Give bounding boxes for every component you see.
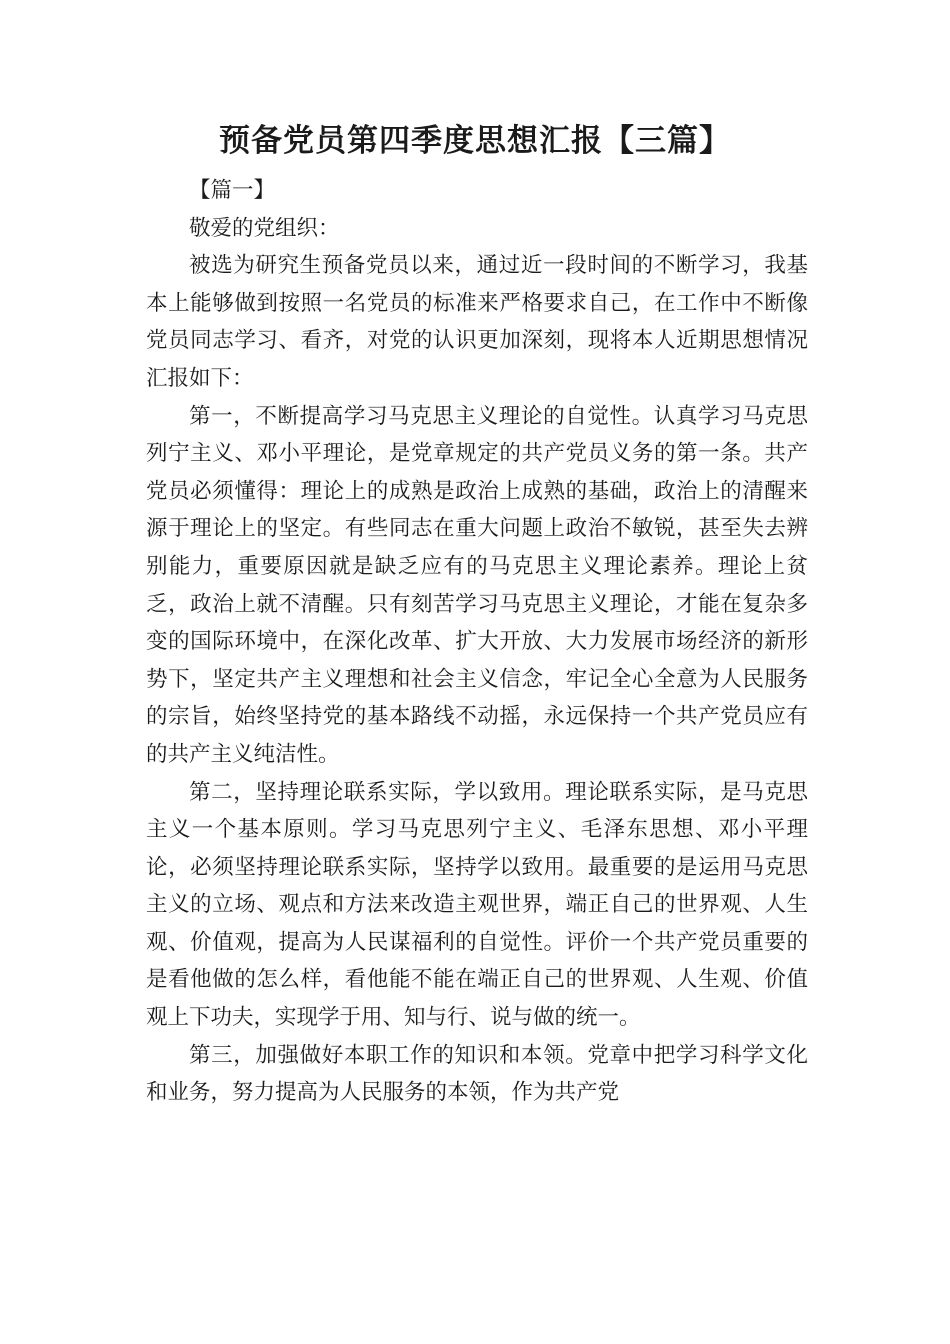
document-body [146,172,808,1112]
paragraph-intro: 被选为研究生预备党员以来，通过近一段时间的不断学习，我基本上能够做到按照一名党员的标准来严格要求自己，在工作中不断像党员同志学习、看齐，对党的认识更加深刻，现将本人近期思想情况汇报如下： [146,253,808,391]
document-title: 预备党员第四季度思想汇报【三篇】 [219,123,731,159]
salutation: 敬爱的党组织： [189,215,340,241]
paragraph-second: 第二，坚持理论联系实际，学以致用。理论联系实际，是马克思主义一个基本原则。学习马克思列宁主义、毛泽东思想、邓小平理论，必须坚持理论联系实际，坚持学以致用。最重要的是运用马克思主义的立场、观点和方法来改造主观世界，端正自己的世界观、人生观、价值观，提高为人民谋福利的自觉性。评价一个共产党员重要的是看他做的怎么样，看他能不能在端正自己的世界观、人生观、价值观上下功夫，实现学于用、知与行、说与做的统一。 [146,779,808,1031]
paragraph-third: 第三，加强做好本职工作的知识和本领。党章中把学习科学文化和业务，努力提高为人民服务的本领，作为共产党 [146,1042,808,1106]
paragraph-first: 第一，不断提高学习马克思主义理论的自觉性。认真学习马克思列宁主义、邓小平理论，是党章规定的共产党员义务的第一条。共产党员必须懂得：理论上的成熟是政治上成熟的基础，政治上的清醒来源于理论上的坚定。有些同志在重大问题上政治不敏锐，甚至失去辨别能力，重要原因就是缺乏应有的马克思主义理论素养。理论上贫乏，政治上就不清醒。只有刻苦学习马克思主义理论，才能在复杂多变的国际环境中，在深化改革、扩大开放、大力发展市场经济的新形势下，坚定共产主义理想和社会主义信念，牢记全心全意为人民服务的宗旨，始终坚持党的基本路线不动摇，永远保持一个共产党员应有的共产主义纯洁性。 [146,403,808,767]
section-heading: 【篇一】 [189,178,276,203]
